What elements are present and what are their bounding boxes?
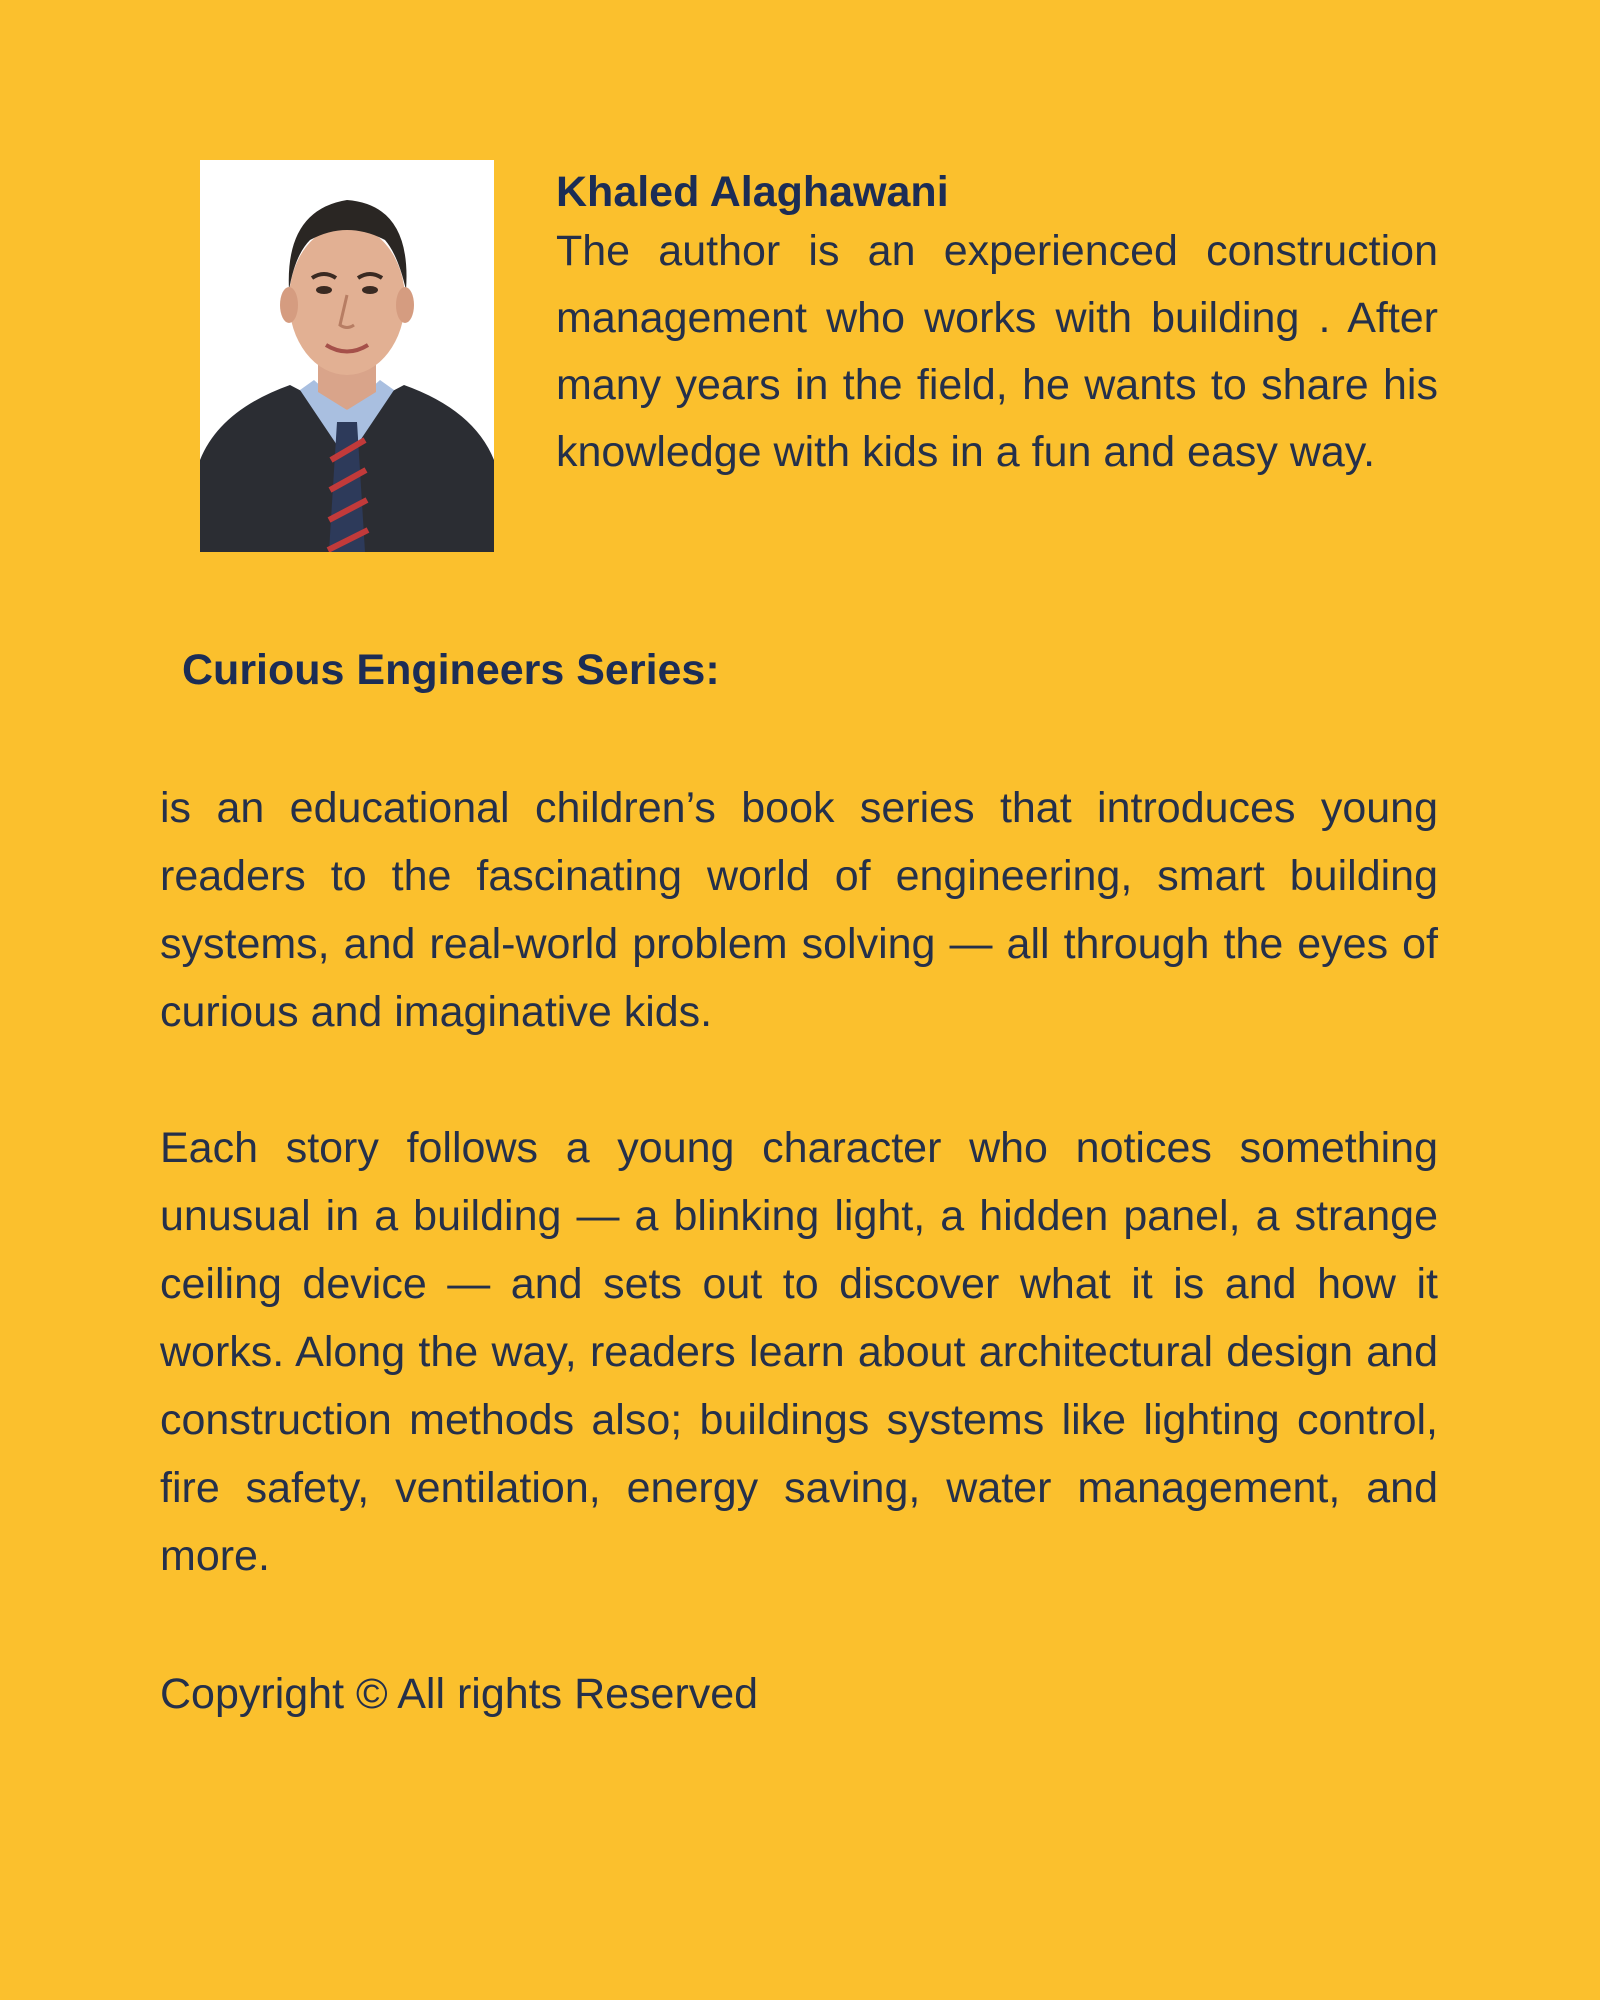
author-bio: The author is an experienced construction management who works with building . After many years in the field, he wants to share his knowledge with kids in a fun and easy way. [556, 227, 1438, 476]
series-description-paragraph: is an educational children’s book series that introduces young readers to the fascinating world of engineering, smart building systems, and real-world problem solving — all through the eyes of curious and imaginative kids. [160, 784, 1438, 1036]
author-name: Khaled Alaghawani [556, 168, 949, 216]
series-title: Curious Engineers Series: [182, 646, 720, 694]
author-photo [200, 160, 494, 552]
author-portrait-image [200, 160, 494, 552]
series-story-paragraph: Each story follows a young character who notices something unusual in a building — a blinking light, a hidden panel, a strange ceiling device — and sets out to discover what it is and how it works. Along the way, readers learn about architectural design and construction methods also; buildings systems like lighting control, fire safety, ventilation, energy saving, water management, and more. [160, 1124, 1438, 1580]
copyright-notice: Copyright © All rights Reserved [160, 1670, 759, 1718]
author-info [556, 166, 1438, 486]
